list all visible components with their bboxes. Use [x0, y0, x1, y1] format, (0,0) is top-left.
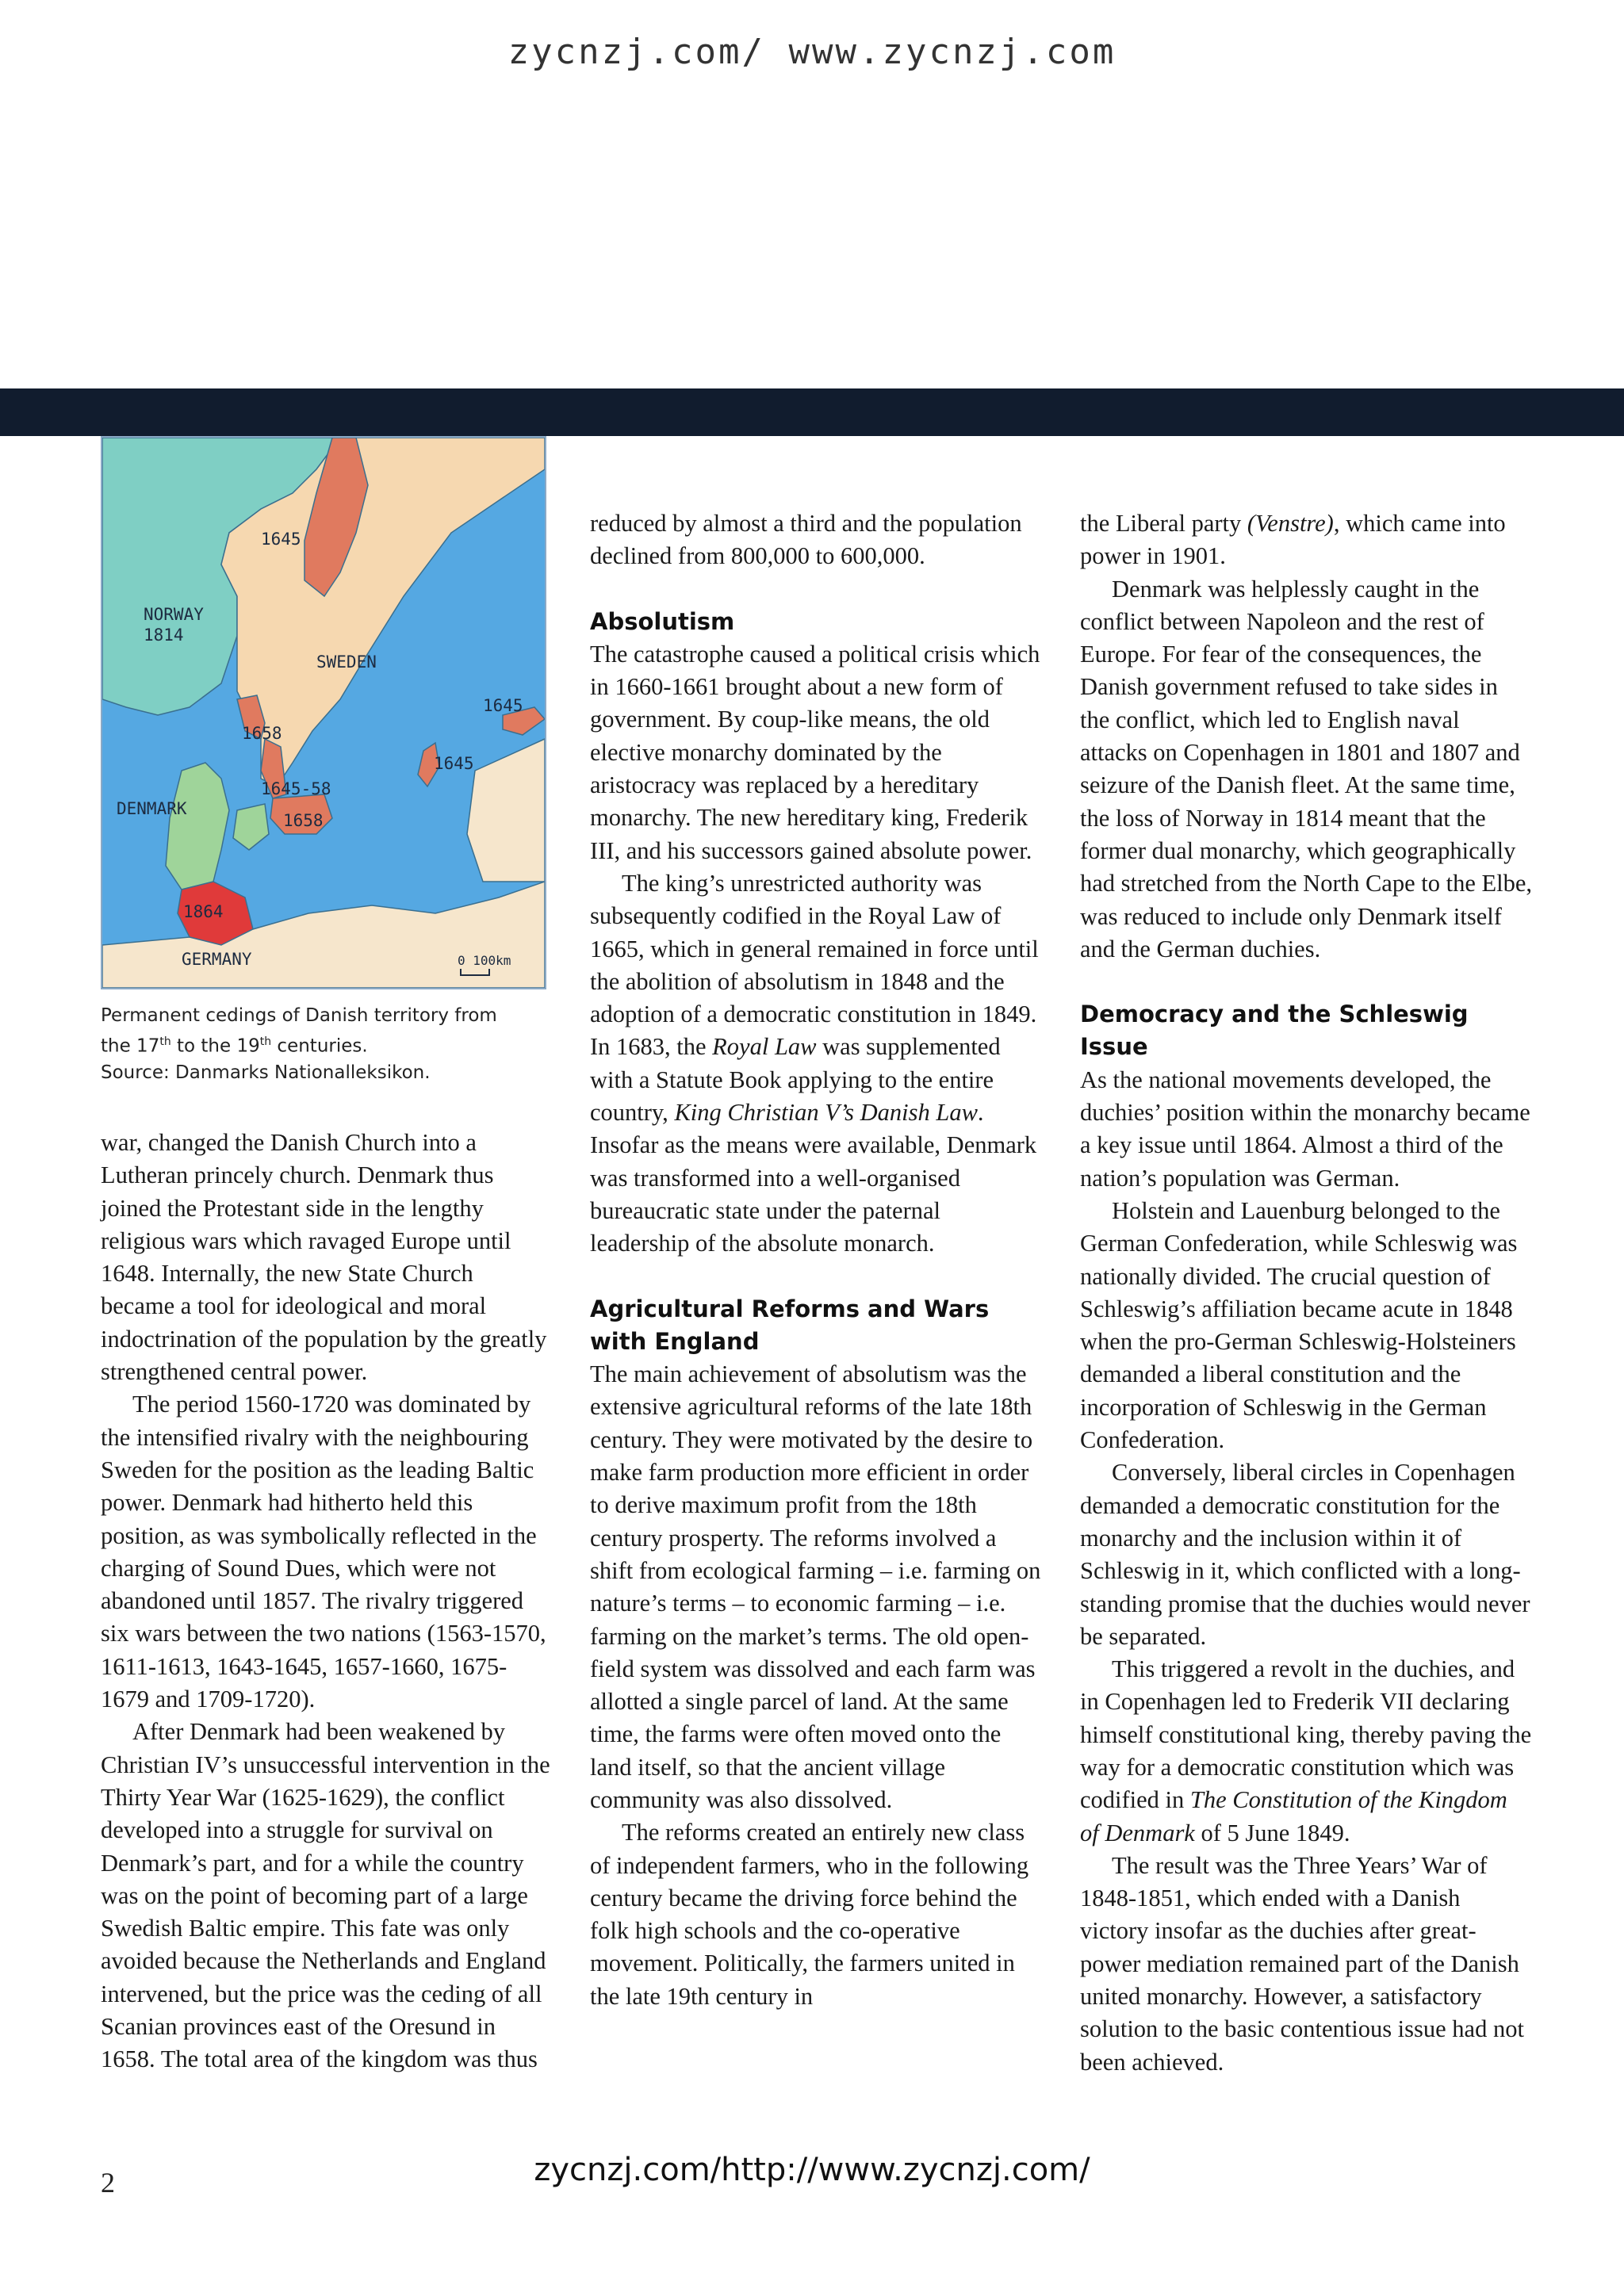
- map-label-1864: 1864: [183, 902, 224, 921]
- map-danish-islands: [233, 804, 269, 850]
- paragraph: reduced by almost a third and the population declined from 800,000 to 600,000.: [590, 510, 1022, 570]
- paragraph: The result was the Three Years’ War of 1848-1851, which ended with a Danish victory insofar as the duchies after great-power mediation remained part of the Danish united monarchy. However, a satisfactory solution to the basic contentious issue had not been achieved.: [1080, 1851, 1524, 2076]
- map-label-1658-scania: 1658: [283, 811, 324, 830]
- map-scale-label: 0 100km: [458, 953, 511, 968]
- map-label-1645-gotland: 1645: [434, 754, 474, 773]
- paragraph: war, changed the Danish Church into a Lutheran princely church. Denmark thus joined the Protestant side in the lengthy religious wars which ravaged Europe until 1648. Internally, the new State Church became a tool for ideological and moral indoctrination of the population by the greatly strengthened central power.: [101, 1129, 547, 1386]
- historical-map: [101, 436, 546, 989]
- paragraph: Holstein and Lauenburg belonged to the German Confederation, while Schleswig was nationally divided. The crucial question of Schleswig’s affiliation became acute in 1848 when the pro-German Schleswig-Holsteiners demanded a liberal constitution and the incorporation of Schleswig in the German Confederation.: [1080, 1196, 1518, 1454]
- map-label-germany: GERMANY: [182, 950, 252, 969]
- text-column-3: [1080, 507, 1532, 2079]
- watermark-top: zycnzj.com/ www.zycnzj.com: [508, 32, 1116, 72]
- paragraph: The reforms created an entirely new class of independent farmers, who in the following century became the driving force behind the folk high schools and the co-operative movement. Politically, the farmers united in the late 19th century in: [590, 1819, 1029, 2010]
- paragraph: This triggered a revolt in the duchies, and in Copenhagen led to Frederik VII declaring himself constitutional king, thereby paving the way for a democratic constitution which was codified in The Constitution of the Kingdom of Denmark of 5 June 1849.: [1080, 1655, 1532, 1846]
- text-column-2: [590, 507, 1042, 2013]
- heading-agricultural-reforms: Agricultural Reforms and Wars with England: [590, 1295, 990, 1355]
- paragraph: the Liberal party (Venstre), which came into power in 1901.: [1080, 510, 1506, 570]
- header-bar: [0, 388, 1624, 436]
- paragraph: The king’s unrestricted authority was subsequently codified in the Royal Law of 1665, which in general remained in force until the abolition of absolutism in 1848 and the adoption of a democratic constitution in 1849. In 1683, the Royal Law was supplemented with a Statute Book applying to the entire country, King Christian V’s Danish Law. Insofar as the means were available, Denmark was transformed into a well-organised bureaucratic state under the paternal leadership of the absolute monarch.: [590, 869, 1039, 1257]
- paragraph: As the national movements developed, the duchies’ position within the monarchy became a key issue until 1864. Almost a third of the nation’s population was German.: [1080, 1066, 1530, 1192]
- caption-source: Source: Danmarks Nationalleksikon.: [101, 1062, 431, 1083]
- paragraph: The main achievement of absolutism was the extensive agricultural reforms of the late 18th century. They were motivated by the desire to make farm production more efficient in order to derive maximum profit from the 18th century prosperty. The reforms involved a shift from ecological farming – i.e. farming on nature’s terms – to economic farming – i.e. farming on the market’s terms. The old open-field system was dissolved and each farm was allotted a single parcel of land. At the same time, the farms were often moved onto the land itself, so that the ancient village community was also dissolved.: [590, 1360, 1041, 1813]
- heading-democracy-schleswig: Democracy and the Schleswig Issue: [1080, 1001, 1469, 1061]
- text-column-1: [101, 1127, 553, 2076]
- map-label-norway: NORWAY: [144, 605, 204, 624]
- map-label-1645-58: 1645-58: [261, 779, 331, 798]
- paragraph: The catastrophe caused a political crisis which in 1660-1661 brought about a new form of government. By coup-like means, the old elective monarchy dominated by the aristocracy was replaced by a hereditary monarchy. The new hereditary king, Frederik III, and his successors gained absolute power.: [590, 640, 1040, 864]
- map-baltic-coast: [467, 739, 545, 882]
- paragraph: Denmark was helplessly caught in the conflict between Napoleon and the rest of Europe. For fear of the consequences, the Danish government refused to take sides in the conflict, which led to English naval attacks on Copenhagen in 1801 and 1807 and seizure of the Danish fleet. At the same time, the loss of Norway in 1814 meant that the former dual monarchy, which geographically had stretched from the North Cape to the Elbe, was reduced to include only Denmark itself and the German duchies.: [1080, 575, 1532, 962]
- map-label-sweden: SWEDEN: [316, 652, 377, 672]
- watermark-bottom: zycnzj.com/http://www.zycnzj.com/: [534, 2152, 1090, 2188]
- map-label-norway-year: 1814: [144, 626, 184, 645]
- map-label-1645-north: 1645: [261, 530, 301, 549]
- map-label-1658-west: 1658: [242, 724, 282, 743]
- page-number: 2: [101, 2167, 115, 2198]
- map-svg: [102, 438, 545, 988]
- map-germany: [102, 882, 545, 988]
- map-label-denmark: DENMARK: [117, 799, 187, 818]
- heading-absolutism: Absolutism: [590, 607, 735, 635]
- map-label-1645-osel: 1645: [483, 696, 523, 715]
- paragraph: The period 1560-1720 was dominated by the intensified rivalry with the neighbouring Sweden for the position as the leading Baltic power. Denmark had hitherto held this position, as was symbolically reflected in the charging of Sound Dues, which were not abandoned until 1857. The rivalry triggered six wars between the two nations (1563-1570, 1611-1613, 1643-1645, 1657-1660, 1675-1679 and 1709-1720).: [101, 1391, 546, 1713]
- map-denmark: [166, 763, 229, 890]
- caption-line-2: the 17th to the 19th centuries.: [101, 1035, 368, 1057]
- paragraph: After Denmark had been weakened by Christian IV’s unsuccessful intervention in the Thirty Year War (1625-1629), the conflict developed into a struggle for survival on Denmark’s part, and for a while the country was on the point of becoming part of a large Swedish Baltic empire. This fate was only avoided because the Netherlands and England intervened, but the price was the ceding of all Scanian provinces east of the Oresund in 1658. The total area of the kingdom was thus: [101, 1718, 550, 2073]
- caption-line-1: Permanent cedings of Danish territory from: [101, 1005, 497, 1026]
- map-caption: [101, 1003, 561, 1086]
- paragraph: Conversely, liberal circles in Copenhagen demanded a democratic constitution for the monarchy and the inclusion within it of Schleswig in it, which conflicted with a long-standing promise that the duchies would never be separated.: [1080, 1459, 1530, 1650]
